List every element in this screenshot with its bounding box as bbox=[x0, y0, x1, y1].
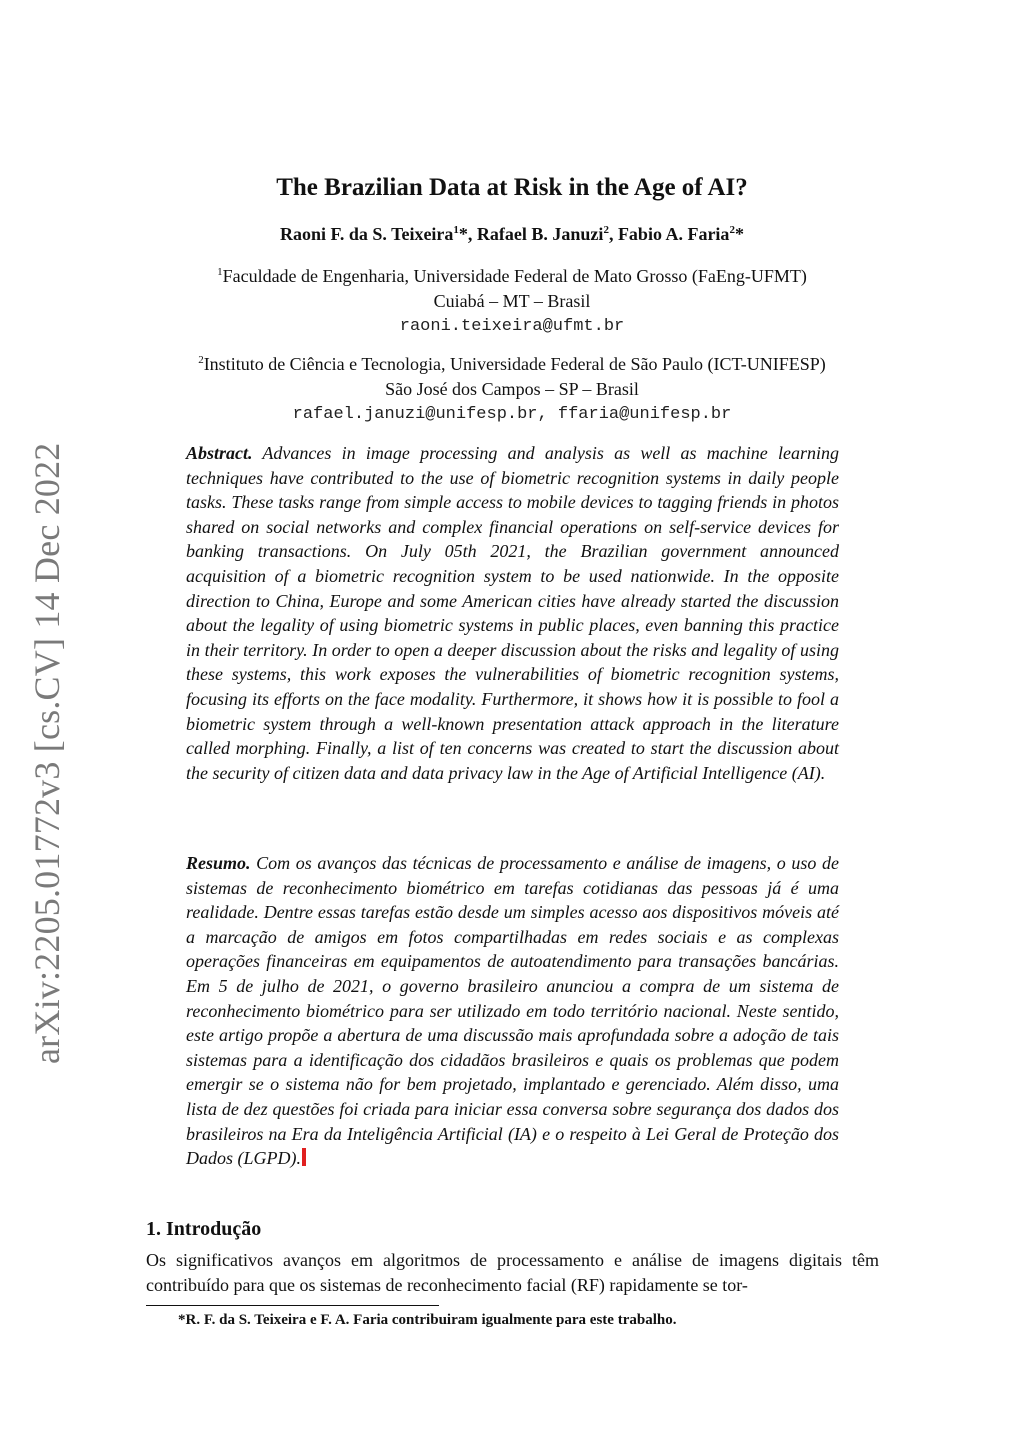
affiliation-email: raoni.teixeira@ufmt.br bbox=[399, 317, 625, 336]
abstract-paragraph bbox=[186, 441, 839, 785]
affiliation-2 bbox=[146, 352, 878, 427]
affiliation-institution: Instituto de Ciência e Tecnologia, Universidade Federal de São Paulo (ICT-UNIFESP) bbox=[203, 354, 826, 374]
affiliation-institution: Faculdade de Engenharia, Universidade Federal de Mato Grosso (FaEng-UFMT) bbox=[222, 266, 807, 286]
footnote: *R. F. da S. Teixeira e F. A. Faria contribuiram igualmente para este trabalho. bbox=[178, 1312, 677, 1328]
author-name: Fabio A. Faria bbox=[617, 224, 730, 244]
resumo-text: Com os avanços das técnicas de processamento e análise de imagens, o uso de sistemas de reconhecimento biométrico em tarefas cotidianas das pessoas já é uma realidade. Dentre essas tarefas estão desde um simples acesso aos dispositivos móveis até a marcação de amigos em fotos compartilhadas em redes sociais e as complexas operações financeiras em equipamentos de autoatendimento para transações bancárias. Em 5 de julho de 2021, o governo brasileiro anunciou a compra de um sistema de reconhecimento biométrico para ser utilizado em todo território nacional. Neste sentido, este artigo propõe a abertura de uma discussão mais aprofundada sobre a adoção de tais sistemas para a identificação dos cidadãos brasileiros e quais os problemas que podem emergir se o sistema não for bem projetado, implantado e gerenciado. Além disso, uma lista de dez questões foi criada para iniciar essa conversa sobre segurança dos dados dos brasileiros na Era da Inteligência Artificial (IA) e o respeito à Lei Geral de Proteção dos Dados (LGPD). bbox=[186, 853, 839, 1169]
paper-title: The Brazilian Data at Risk in the Age of AI? bbox=[276, 174, 748, 201]
footnote-divider bbox=[146, 1305, 439, 1306]
affiliation-location: Cuiabá – MT – Brasil bbox=[433, 291, 591, 311]
equal-contribution-mark: * bbox=[734, 224, 744, 244]
author-list bbox=[146, 224, 878, 245]
abstract-text: Advances in image processing and analysis as well as machine learning techniques have contributed to the use of biometric recognition systems in daily people tasks. These tasks range from simple access to mobile devices to tagging friends in photos shared on social networks and complex financial operations on self-service devices for banking transactions. On July 05th 2021, the Brazilian government announced acquisition of a biometric recognition system to be used nationwide. In the opposite direction to China, Europe and some American cities have already started the discussion about the legality of using biometric systems in public places, even banning this practice in their territory. In order to open a deeper discussion about the risks and legality of using these systems, this work exposes the vulnerabilities of biometric recognition systems, focusing its efforts on the face modality. Furthermore, it shows how it is possible to fool a biometric system through a well-known presentation attack approach in the literature called morphing. Finally, a list of ten concerns was created to start the discussion about the security of citizen data and data privacy law in the Age of Artificial Intelligence (AI). bbox=[186, 443, 839, 783]
affiliation-1 bbox=[146, 264, 878, 339]
affiliation-number: 1 bbox=[217, 266, 223, 278]
author-name: Rafael B. Januzi bbox=[476, 224, 604, 244]
affiliation-mark: 1 bbox=[453, 224, 459, 236]
text-cursor-marker bbox=[302, 1148, 306, 1166]
affiliation-mark: 2 bbox=[729, 224, 735, 236]
arxiv-identifier: arXiv:2205.01772v3 [cs.CV] 14 Dec 2022 bbox=[27, 442, 67, 1064]
resumo-label: Resumo. bbox=[186, 853, 251, 873]
abstract-label: Abstract. bbox=[186, 443, 253, 463]
equal-contribution-mark: *, bbox=[458, 224, 477, 244]
author-separator: , bbox=[608, 224, 618, 244]
section-heading: 1. Introdução bbox=[146, 1218, 262, 1240]
author-name: Raoni F. da S. Teixeira bbox=[280, 224, 454, 244]
resumo-paragraph bbox=[186, 851, 839, 1171]
affiliation-number: 2 bbox=[198, 354, 204, 366]
affiliation-location: São José dos Campos – SP – Brasil bbox=[385, 379, 639, 399]
section-body-text: Os significativos avanços em algoritmos de processamento e análise de imagens digitais têm contribuído para que os sistemas de reconhecimento facial (RF) rapidamente se tor- bbox=[146, 1250, 879, 1295]
affiliation-email: rafael.januzi@unifesp.br, ffaria@unifesp.br bbox=[292, 405, 732, 424]
affiliation-mark: 2 bbox=[603, 224, 609, 236]
